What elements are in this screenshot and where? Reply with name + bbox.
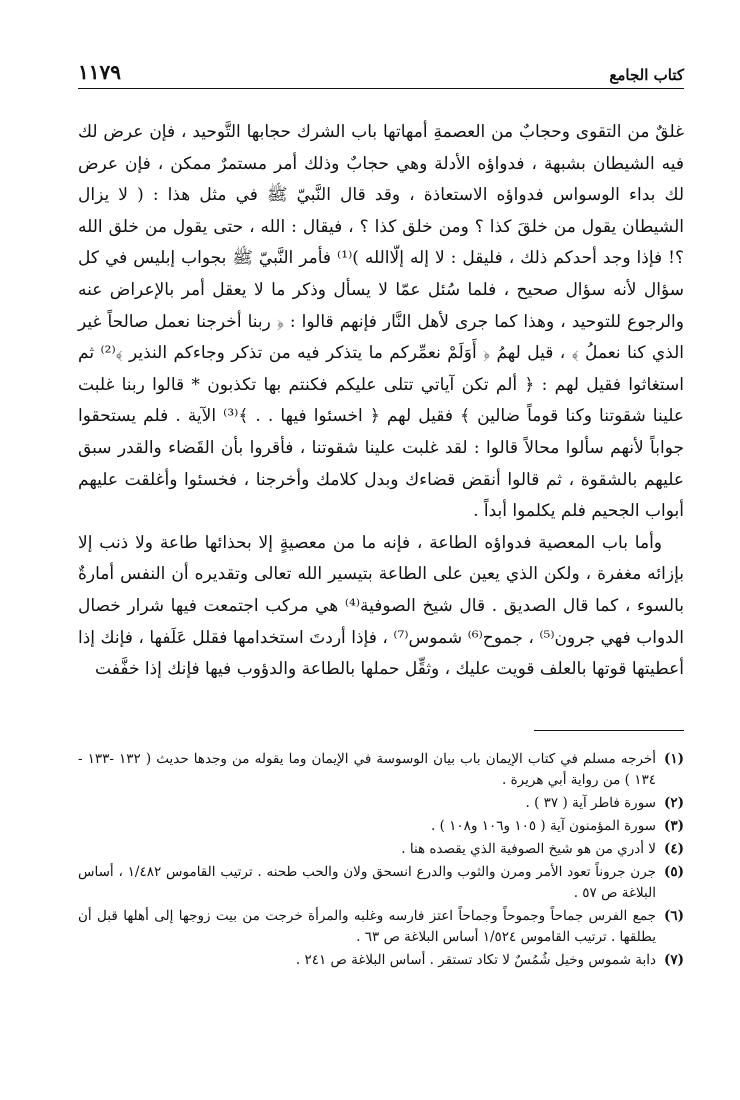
footnote-text: أخرجه مسلم في كتاب الإيمان باب بيان الوسوسة في الإيمان وما يقوله من وجدها حديث ( ١٣٢ -١٣٣ - ١٣٤ ) من رواية أبي هريرة . bbox=[78, 750, 656, 788]
footnote-number: (١) bbox=[663, 750, 684, 767]
running-title: كتاب الجامع bbox=[609, 66, 684, 84]
footnote bbox=[78, 906, 684, 948]
footnote-number: (٥) bbox=[663, 863, 684, 880]
footnote-number: (٦) bbox=[663, 907, 684, 924]
page-header bbox=[78, 58, 684, 89]
footnote bbox=[78, 793, 684, 814]
paragraph: غلقٌ من التقوى وحجابٌ من العصمةِ أمهاتها باب الشرك حجابها التَّوحيد ، فإن عرض لك فيه الشيطان بشبهة ، فدواؤه الأدلة وهي حجابٌ وذلك أمر مستمرٌ ممكن ، فإن عرض لك بداء الوسواس فدواؤه الاستعاذة ، وقد قال النَّبيّ ﷺ في مثل هذا : ( لا يزال الشيطان يقول من خلقَ كذا ؟ ومن خلق كذا ؟ ، فيقال : الله ، حتى يقول من خلق الله ؟! فإذا وجد أحدكم ذلك ، فليقل : لا إله إلّاالله )⁽¹⁾ فأمر النَّبيّ ﷺ بجواب إبليس في كل سؤال لأنه سؤال صحيح ، فلما سُئل عمّا لا يسأل وذكر ما لا يعقل أمر بالإعراض عنه والرجوع للتوحيد ، وهذا كما جرى لأهل النَّار فإنهم قالوا : ﴿ ربنا أخرجنا نعمل صالحاً غير الذي كنا نعملُ ﴾ ، قيل لهمُ ﴿ أَوَلَمْ نعمِّركم ما يتذكر فيه من تذكر وجاءكم النذير ﴾⁽²⁾ ثم استغاثوا فقيل لهم : ﴿ ألم تكن آياتي تتلى عليكم فكنتم بها تكذبون * قالوا ربنا غلبت علينا شقوتنا وكنا قوماً ضالين ﴾ فقيل لهم ﴿ اخسئوا فيها . . ﴾⁽³⁾ الآية . فلم يستحقوا جواباً لأنهم سألوا محالاً قالوا : لقد غلبت علينا شقوتنا ، فأقروا بأن القَضاء والقدر سبق عليهم بالشقوة ، ثم قالوا أنقض قضاءك وبدل كلامك وأخرجنا ، فخسئوا وأغلقت عليهم أبواب الجحيم فلم يكلموا أبداً . bbox=[78, 122, 684, 522]
footnote bbox=[78, 862, 684, 904]
main-text bbox=[78, 117, 684, 686]
footnote bbox=[78, 839, 684, 860]
page-number: ١١٧٩ bbox=[78, 60, 121, 84]
footnote-divider bbox=[534, 730, 684, 731]
footnotes bbox=[78, 749, 684, 971]
paragraph: وأما باب المعصية فدواؤه الطاعة ، فإنه ما من معصيةٍ إلا بحذائها طاعة ولا ذنب إلا بإزائه مغفرة ، ولكن الذي يعين على الطاعة بتيسير الله تعالى وتقديره أن النفس أمارةٌ بالسوء ، كما قال الصديق . قال شيخ الصوفية⁽⁴⁾ هي مركب اجتمعت فيها شرار خصال الدواب فهي جرون⁽⁵⁾ ، جموح⁽⁶⁾ شموس⁽⁷⁾ ، فإذا أردتَ استخدامها فقلل عَلَفها ، فإنك إذا أعطيتها قوتها بالعلف قويت عليك ، وثقِّل حملها بالطاعة والدؤوب فيها فإنك إذا خفَّفت bbox=[78, 532, 684, 680]
book-page bbox=[78, 58, 684, 973]
footnote bbox=[78, 749, 684, 791]
footnote-text: دابة شموس وخيل شُمُسٌ لا تكاد تستقر . أساس البلاغة ص ٢٤١ . bbox=[295, 951, 656, 968]
footnote-text: جرن جروناً تعود الأمر ومرن والثوب والدرع انسحق ولان والحب طحنه . ترتيب القاموس ١/٤٨٢ ، أساس البلاغة ص ٥٧ . bbox=[78, 863, 656, 901]
footnote-text: سورة المؤمنون آية ( ١٠٥ و١٠٦ و١٠٨ ) . bbox=[431, 817, 656, 834]
footnote-text: لا أدري من هو شيخ الصوفية الذي يقصده هنا . bbox=[401, 840, 656, 857]
footnote-number: (٤) bbox=[663, 840, 684, 857]
footnote-text: جمع الفرس جماحاً وجموحاً وجماحاً اعتز فارسه وغلبه والمرأة خرجت من بيت زوجها إلى أهلها قبل أن يطلقها . ترتيب القاموس ١/٥٢٤ أساس البلاغة ص ٦٣ . bbox=[78, 907, 656, 945]
footnote-number: (٢) bbox=[663, 794, 684, 811]
footnote bbox=[78, 950, 684, 971]
footnote bbox=[78, 816, 684, 837]
footnote-text: سورة فاطر آية ( ٣٧ ) . bbox=[525, 794, 656, 811]
footnote-number: (٣) bbox=[663, 817, 684, 834]
footnote-number: (٧) bbox=[663, 951, 684, 968]
